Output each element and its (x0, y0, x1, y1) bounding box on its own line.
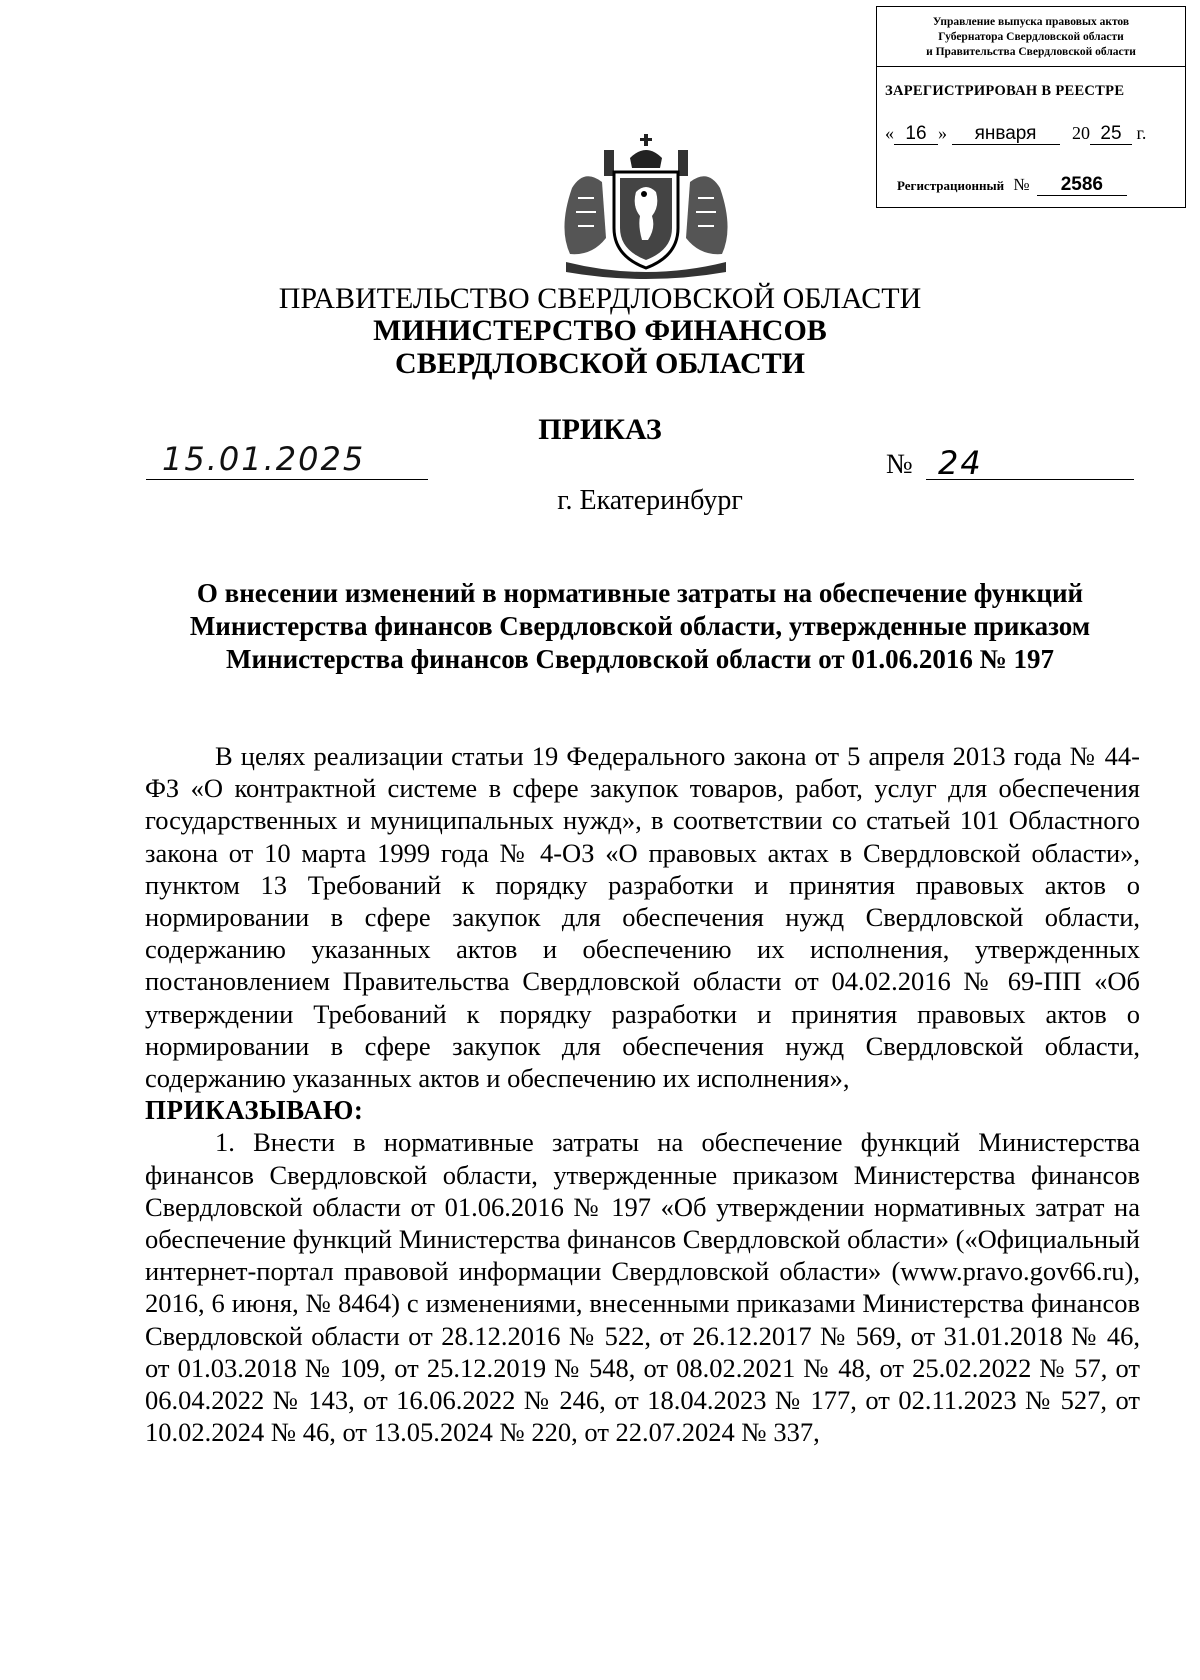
header-government: ПРАВИТЕЛЬСТВО СВЕРДЛОВСКОЙ ОБЛАСТИ (278, 282, 922, 315)
stamp-day: 16 (894, 124, 938, 145)
order-date-handwritten: 15.01.2025 (146, 440, 428, 480)
order-number-label: № (886, 449, 913, 480)
stamp-year-suffix: 25 (1090, 124, 1132, 145)
stamp-reg-number-row (897, 175, 1127, 196)
order-heading: ПРИКАЗ (538, 413, 662, 446)
stamp-line-3: и Правительства Свердловской области (926, 46, 1136, 58)
item-1-paragraph: 1. Внести в нормативные затраты на обеспечение функций Министерства финансов Свердловской области, утвержденные приказом Министерства финансов Свердловской области от 01.06.2016 № 197 «Об утверждении нормативных затрат на обеспечение функций Министерства финансов Свердловской области» («Официальный интернет-портал правовой информации Свердловской области» (www.pravo.gov66.ru), 2016, 6 июня, № 8464) с изменениями, внесенными приказами Министерства финансов Свердловской области от 28.12.2016 № 522, от 26.12.2017 № 569, от 31.01.2018 № 46, от 01.03.2018 № 109, от 25.12.2019 № 548, от 08.02.2021 № 48, от 25.02.2022 № 57, от 06.04.2022 № 143, от 16.06.2022 № 246, от 18.04.2023 № 177, от 02.11.2023 № 527, от 10.02.2024 № 46, от 13.05.2024 № 220, от 22.07.2024 № 337, (145, 1127, 1140, 1448)
document-title: О внесении изменений в нормативные затраты на обеспечение функций Министерства финансов Свердловской области, утвержденные приказом Министерства финансов Свердловской области от 01.06.2016 № 197 (189, 578, 1091, 674)
header-ministry: МИНИСТЕРСТВО ФИНАНСОВ (373, 314, 827, 347)
stamp-header (877, 7, 1185, 67)
header-region: СВЕРДЛОВСКОЙ ОБЛАСТИ (395, 347, 805, 380)
document-body (145, 740, 1140, 1448)
stamp-reg-label: Регистрационный (897, 178, 1005, 193)
stamp-line-2: Губернатора Свердловской области (938, 31, 1124, 43)
registration-stamp (876, 6, 1186, 208)
stamp-date (885, 123, 1146, 145)
stamp-reg-number: 2586 (1037, 175, 1127, 196)
preamble-paragraph: В целях реализации статьи 19 Федерального закона от 5 апреля 2013 года № 44-ФЗ «О контрактной системе в сфере закупок товаров, работ, услуг для обеспечения государственных и муниципальных нужд», в соответствии со статьей 101 Областного закона от 10 марта 1999 года № 4-ОЗ «О правовых актах в Свердловской области», пунктом 13 Требований к порядку разработки и принятия правовых актов о нормировании в сфере закупок для обеспечения нужд Свердловской области, содержанию указанных актов и обеспечению их исполнения, утвержденных постановлением Правительства Свердловской области от 04.02.2016 № 69-ПП «Об утверждении Требований к порядку разработки и принятия правовых актов о нормировании в сфере закупок для обеспечения нужд Свердловской области, содержанию указанных актов и обеспечению их исполнения», (145, 741, 1140, 1094)
stamp-month: января (952, 124, 1060, 145)
coat-of-arms-emblem (548, 128, 744, 284)
stamp-close-quote: » (938, 123, 947, 143)
stamp-year-mark: г. (1136, 123, 1147, 143)
order-city: г. Екатеринбург (557, 485, 743, 516)
order-directive: ПРИКАЗЫВАЮ: (145, 1095, 364, 1126)
stamp-registered: ЗАРЕГИСТРИРОВАН В РЕЕСТРЕ (885, 83, 1125, 99)
stamp-year-prefix: 20 (1072, 123, 1090, 143)
stamp-no-sign: № (1013, 175, 1030, 194)
order-number-handwritten: 24 (926, 444, 1134, 480)
stamp-open-quote: « (885, 123, 894, 143)
stamp-line-1: Управление выпуска правовых актов (932, 16, 1130, 28)
